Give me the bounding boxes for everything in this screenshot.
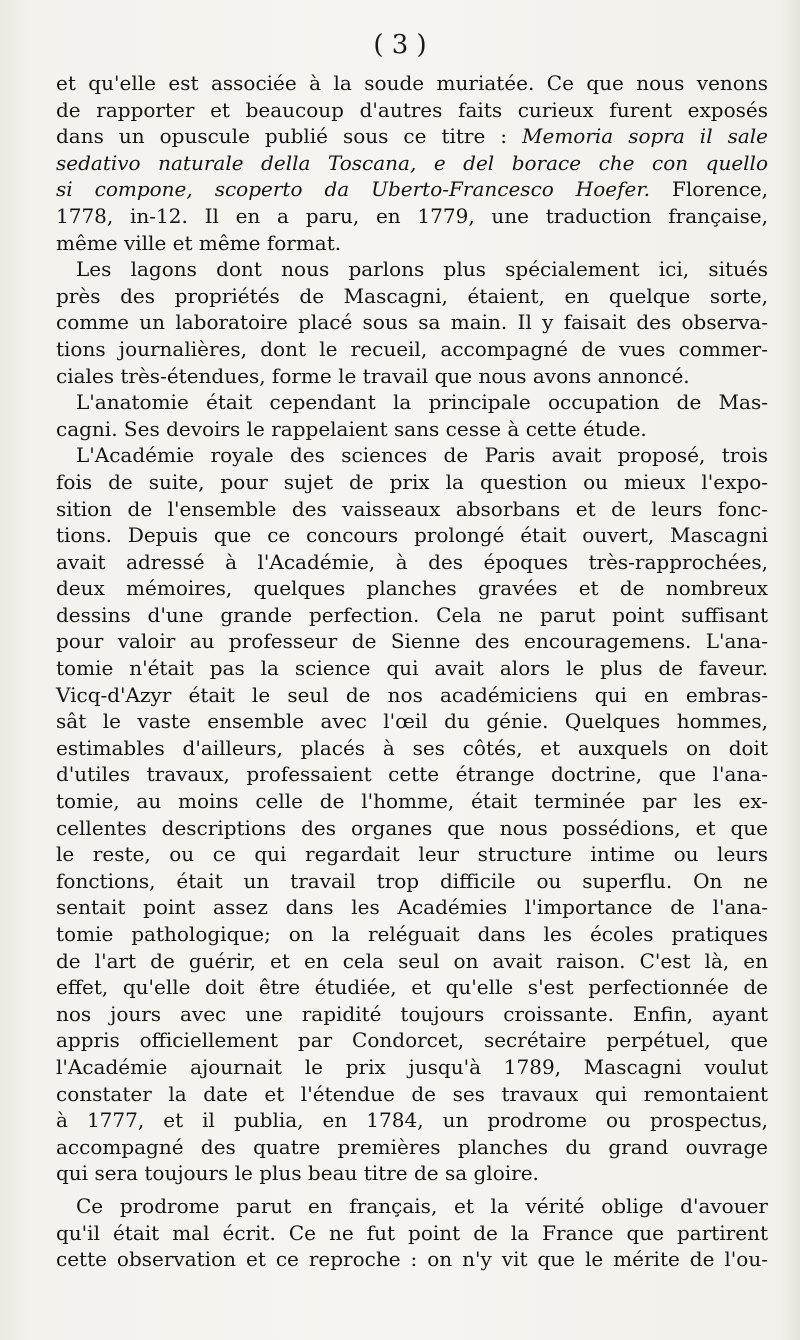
text-line — [56, 123, 768, 150]
text-line: L'Académie royale des sciences de Paris avait proposé, trois — [76, 443, 768, 468]
text-line: l'Académie ajournait le prix jusqu'à 1789, Mascagni voulut — [56, 1054, 768, 1079]
text-line-roman: dans un opuscule publié sous ce titre : — [56, 124, 523, 149]
text-line: Vicq-d'Azyr était le seul de nos académiciens qui en embras- — [56, 682, 768, 707]
text-line: accompagné des quatre premières planches du grand ouvrage — [56, 1134, 768, 1159]
text-line: avait adressé à l'Académie, à des époques très-rapprochées, — [56, 549, 768, 574]
text-line: L'anatomie était cependant la principale occupation de Mas- — [76, 390, 768, 415]
body-text — [56, 70, 768, 1273]
text-line: ciales très-étendues, forme le travail que nous avons annoncé. — [56, 363, 690, 388]
text-line: comme un laboratoire placé sous sa main. Il y faisait des observa- — [56, 310, 768, 335]
text-line: sentait point assez dans les Académies l'importance de l'ana- — [56, 895, 768, 920]
page-number: ( 3 ) — [373, 30, 427, 60]
paragraph — [56, 442, 768, 1187]
text-line: deux mémoires, quelques planches gravées et de nombreux — [56, 576, 768, 601]
text-line-roman: Florence, — [650, 177, 768, 202]
text-line: cagni. Ses devoirs le rappelaient sans cesse à cette étude. — [56, 416, 647, 441]
text-line: même ville et même format. — [56, 230, 342, 255]
text-line: fonctions, était un travail trop difficile ou superflu. On ne — [56, 868, 768, 893]
text-line: de rapporter et beaucoup d'autres faits curieux furent exposés — [56, 97, 768, 122]
text-line: tomie n'était pas la science qui avait alors le plus de faveur. — [56, 656, 768, 681]
text-line: constater la date et l'étendue de ses travaux qui remontaient — [56, 1081, 768, 1106]
text-line: 1778, in-12. Il en a paru, en 1779, une traduction française, — [56, 203, 768, 228]
text-line: qui sera toujours le plus beau titre de sa gloire. — [56, 1161, 539, 1186]
text-line: tions journalières, dont le recueil, accompagné de vues commer- — [56, 336, 768, 361]
text-line: cellentes descriptions des organes que nous possédions, et que — [56, 815, 768, 840]
title-italic: si compone, scoperto da Uberto-Francesco Hoefer. — [56, 177, 651, 202]
text-line: fois de suite, pour sujet de prix la question ou mieux l'expo- — [56, 469, 768, 494]
text-line: estimables d'ailleurs, placés à ses côtés, et auxquels on doit — [56, 735, 768, 760]
text-line: tomie, au moins celle de l'homme, était terminée par les ex- — [56, 789, 768, 814]
paragraph — [56, 389, 768, 442]
text-line: le reste, ou ce qui regardait leur structure intime ou leurs — [56, 842, 768, 867]
paragraph — [56, 1193, 768, 1273]
text-line: qu'il était mal écrit. Ce ne fut point de la France que partirent — [56, 1220, 768, 1245]
title-italic: Memoria sopra il sale — [522, 124, 768, 149]
text-line: cette observation et ce reproche : on n'y vit que le mérite de l'ou- — [56, 1247, 768, 1272]
text-line: et qu'elle est associée à la soude muriatée. Ce que nous venons — [56, 71, 768, 95]
text-line — [56, 176, 768, 203]
title-italic: sedativo naturale della Toscana, e del borace che con quello — [56, 150, 768, 175]
text-line: à 1777, et il publia, en 1784, un prodrome ou prospectus, — [56, 1108, 768, 1133]
text-line: effet, qu'elle doit être étudiée, et qu'elle s'est perfectionnée de — [56, 975, 768, 1000]
paragraph — [56, 256, 768, 389]
text-line: dessins d'une grande perfection. Cela ne parut point suffisant — [56, 602, 768, 627]
text-line: sition de l'ensemble des vaisseaux absorbans et de leurs fonc- — [56, 496, 768, 521]
text-line: de l'art de guérir, et en cela seul on avait raison. C'est là, en — [56, 948, 768, 973]
text-line: Les lagons dont nous parlons plus spécialement ici, situés — [76, 257, 768, 282]
text-line: pour valoir au professeur de Sienne des encouragemens. L'ana- — [56, 629, 768, 654]
text-line: près des propriétés de Mascagni, étaient, en quelque sorte, — [56, 283, 768, 308]
text-line: nos jours avec une rapidité toujours croissante. Enfin, ayant — [56, 1001, 768, 1026]
paragraph — [56, 70, 768, 256]
text-line: d'utiles travaux, professaient cette étrange doctrine, que l'ana- — [56, 762, 768, 787]
text-line: appris officiellement par Condorcet, secrétaire perpétuel, que — [56, 1028, 768, 1053]
text-line: tions. Depuis que ce concours prolongé était ouvert, Mascagni — [56, 523, 768, 548]
text-line: sât le vaste ensemble avec l'œil du génie. Quelques hommes, — [56, 709, 768, 734]
text-line: tomie pathologique; on la reléguait dans les écoles pratiques — [56, 922, 768, 946]
text-line-italic — [56, 150, 768, 177]
text-line: Ce prodrome parut en français, et la vérité oblige d'avouer — [76, 1193, 768, 1218]
